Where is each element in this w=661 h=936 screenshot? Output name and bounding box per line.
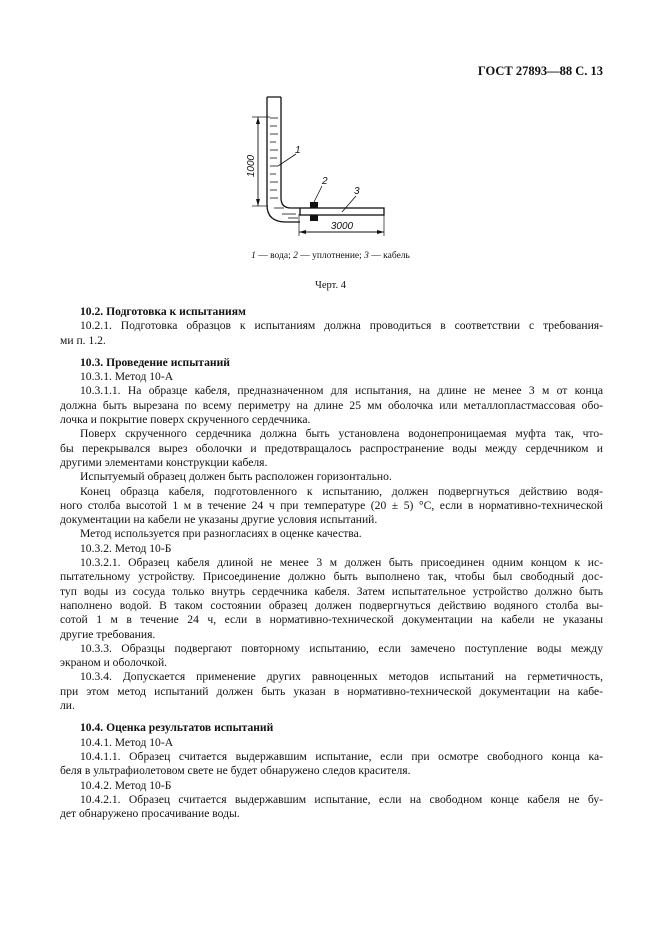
document-body — [60, 305, 603, 821]
paragraph — [60, 556, 603, 642]
text-line: наполнено водой. В таком состоянии образец должен подвергнуться действию водяного столба вы- — [60, 598, 603, 612]
text-line: другими элементами конструкции кабеля. — [60, 455, 268, 469]
paragraph — [60, 750, 603, 779]
text-line: документации на кабели не указаны другие условия испытаний. — [60, 513, 378, 527]
legend-text: — вода; — [255, 251, 294, 261]
section-heading — [60, 721, 603, 735]
callout-2: 2 — [322, 176, 328, 187]
legend-num: 2 — [293, 251, 298, 261]
text-line: 10.3.1.1. На образце кабеля, предназначенном для испытания, на длине не менее 3 м от конца — [80, 384, 603, 398]
test-setup-diagram — [0, 0, 661, 260]
figure-legend — [0, 251, 661, 261]
heading-text: 10.4. Оценка результатов испытаний — [80, 721, 274, 735]
text-line: туп воды из сосуда только внутрь сердечника кабеля. Затем испытательное устройство должно быть — [60, 584, 603, 598]
text-line: 10.4.2. Метод 10-Б — [80, 778, 172, 792]
heading-text: 10.2. Подготовка к испытаниям — [80, 305, 246, 318]
text-line: 10.4.1. Метод 10-А — [80, 735, 174, 749]
callout-3: 3 — [354, 186, 360, 197]
paragraph — [60, 793, 603, 822]
paragraph — [60, 384, 603, 427]
text-line: ли. — [60, 699, 75, 713]
dim-horizontal-label: 3000 — [330, 221, 354, 232]
water-hatching — [270, 118, 298, 218]
text-line: Испытуемый образец должен быть расположен горизонтально. — [80, 470, 392, 484]
legend-num: 3 — [364, 251, 369, 261]
section-heading — [60, 305, 603, 319]
text-line: ного столба высотой 1 м в течение 24 ч при температуре (20 ± 5) °С, если в нормативно-технической — [60, 498, 603, 512]
legend-text: — кабель — [368, 251, 410, 261]
text-line: дет обнаружено просачивание воды. — [60, 807, 240, 821]
text-line: экраном и оболочкой. — [60, 656, 168, 670]
paragraph — [60, 736, 603, 750]
text-line: бы перекрывался вырез оболочки и предотвращалось распространение воды между сердечником и — [60, 441, 603, 455]
text-line: должна быть вырезана по всему периметру на длине 25 мм оболочка или металлопластмассовая обо- — [60, 398, 603, 412]
figure-caption: Черт. 4 — [315, 280, 346, 291]
text-line: 10.3.3. Образцы подвергают повторному испытанию, если замечено поступление воды между — [80, 641, 603, 655]
water-tube — [267, 97, 300, 222]
paragraph — [60, 370, 603, 384]
text-line: 10.3.1. Метод 10-А — [80, 370, 174, 384]
text-line: пытательному устройству. Присоединение должно быть выполнено так, чтобы был свободный дос- — [60, 570, 603, 584]
text-line: 10.4.1.1. Образец считается выдержавшим испытание, если при осмотре свободного конца ка- — [80, 749, 603, 763]
text-line: при этом метод испытаний должен быть указан в нормативно-технической документации на кабе- — [60, 684, 603, 698]
text-line: 10.3.4. Допускается применение других равноценных методов испытаний на герметичность, — [80, 670, 603, 684]
text-line: 10.3.2. Метод 10-Б — [80, 541, 172, 555]
section-heading — [60, 356, 603, 370]
heading-text: 10.3. Проведение испытаний — [80, 355, 230, 369]
paragraph — [60, 779, 603, 793]
text-line: ми п. 1.2. — [60, 333, 106, 347]
text-line: 10.4.2.1. Образец считается выдержавшим испытание, если на свободном конце кабеля не бу- — [80, 792, 603, 806]
text-line: лочка и покрытие поверх скрученного сердечника. — [60, 413, 311, 427]
dim-vertical-label: 1000 — [246, 154, 257, 178]
paragraph — [60, 319, 603, 348]
legend-text: — уплотнение; — [297, 251, 365, 261]
paragraph — [60, 542, 603, 556]
paragraph — [60, 642, 603, 671]
text-line: 10.3.2.1. Образец кабеля длиной не менее 3 м должен быть присоединен одним концом к ис- — [80, 556, 603, 570]
text-line: 10.2.1. Подготовка образцов к испытаниям должна проводиться в соответствии с требования- — [80, 319, 603, 333]
text-line: Конец образца кабеля, подготовленного к испытанию, должен подвергнуться действию водя- — [80, 484, 603, 498]
paragraph — [60, 670, 603, 713]
legend-num: 1 — [251, 251, 256, 261]
paragraph — [60, 485, 603, 528]
text-line: сотой 1 м в течение 24 ч, если в нормативно-технической документации на кабели не указаны — [60, 613, 603, 627]
text-line: другие требования. — [60, 627, 156, 641]
text-line: Поверх скрученного сердечника должна быть установлена водонепроницаемая муфта так, что- — [80, 427, 603, 441]
seal — [310, 202, 318, 221]
text-line: беля в ультрафиолетовом свете не будет обнаружено следов красителя. — [60, 764, 411, 778]
paragraph — [60, 527, 603, 541]
paragraph — [60, 470, 603, 484]
callout-1: 1 — [295, 145, 301, 156]
text-line: Метод используется при разногласиях в оценке качества. — [80, 527, 362, 541]
paragraph — [60, 427, 603, 470]
page-header: ГОСТ 27893—88 С. 13 — [477, 64, 603, 78]
